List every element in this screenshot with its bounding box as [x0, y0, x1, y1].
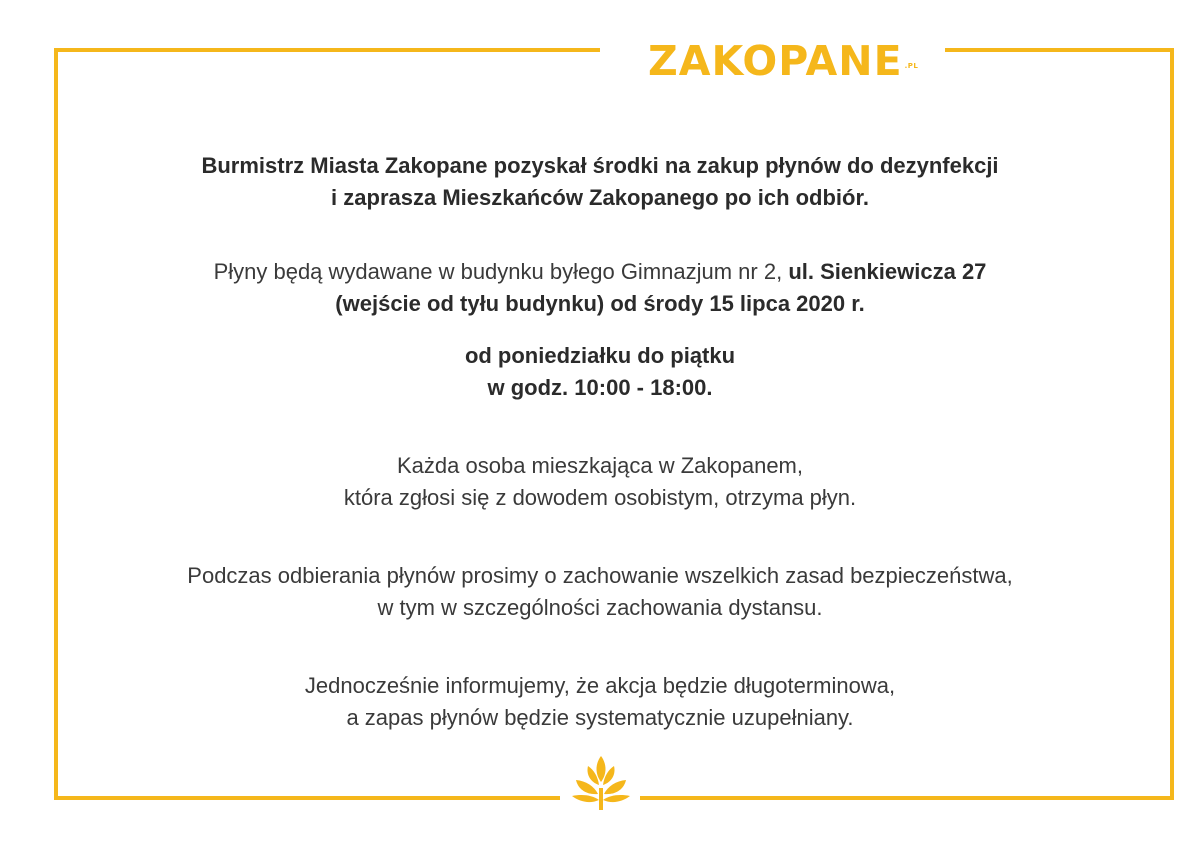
- safety-line: Podczas odbierania płynów prosimy o zachowanie wszelkich zasad bezpieczeństwa,: [187, 563, 1013, 588]
- hours-days: od poniedziałku do piątku: [464, 343, 736, 368]
- eligibility-line: która zgłosi się z dowodem osobistym, otrzyma płyn.: [343, 485, 857, 510]
- headline-line: i zaprasza Mieszkańców Zakopanego po ich odbiór.: [331, 185, 869, 210]
- eligibility-paragraph: [60, 450, 1140, 514]
- zakopane-logo: [648, 36, 918, 86]
- location-intro: Płyny będą wydawane w budynku byłego Gimnazjum nr 2,: [213, 259, 789, 284]
- location-details: (wejście od tyłu budynku) od środy 15 lipca 2020 r.: [335, 291, 865, 316]
- eligibility-line: Każda osoba mieszkająca w Zakopanem,: [397, 453, 803, 478]
- headline: [60, 150, 1140, 214]
- logo-suffix: .PL: [904, 62, 919, 70]
- safety-line: w tym w szczególności zachowania dystansu.: [377, 595, 823, 620]
- closing-line: a zapas płynów będzie systematycznie uzupełniany.: [346, 705, 854, 730]
- location-line: [60, 256, 1140, 288]
- headline-line: Burmistrz Miasta Zakopane pozyskał środki na zakup płynów do dezynfekcji: [201, 153, 999, 178]
- hours-time: w godz. 10:00 - 18:00.: [487, 375, 713, 400]
- location-paragraph: [60, 256, 1140, 320]
- safety-paragraph: [60, 560, 1140, 624]
- announcement: [60, 150, 1140, 734]
- wheat-emblem-icon: [570, 752, 632, 812]
- opening-hours: [60, 340, 1140, 404]
- logo-text: ZAKOPANE: [648, 37, 903, 85]
- location-address: ul. Sienkiewicza 27: [788, 259, 987, 284]
- closing-line: Jednocześnie informujemy, że akcja będzie długoterminowa,: [304, 673, 896, 698]
- closing-paragraph: [60, 670, 1140, 734]
